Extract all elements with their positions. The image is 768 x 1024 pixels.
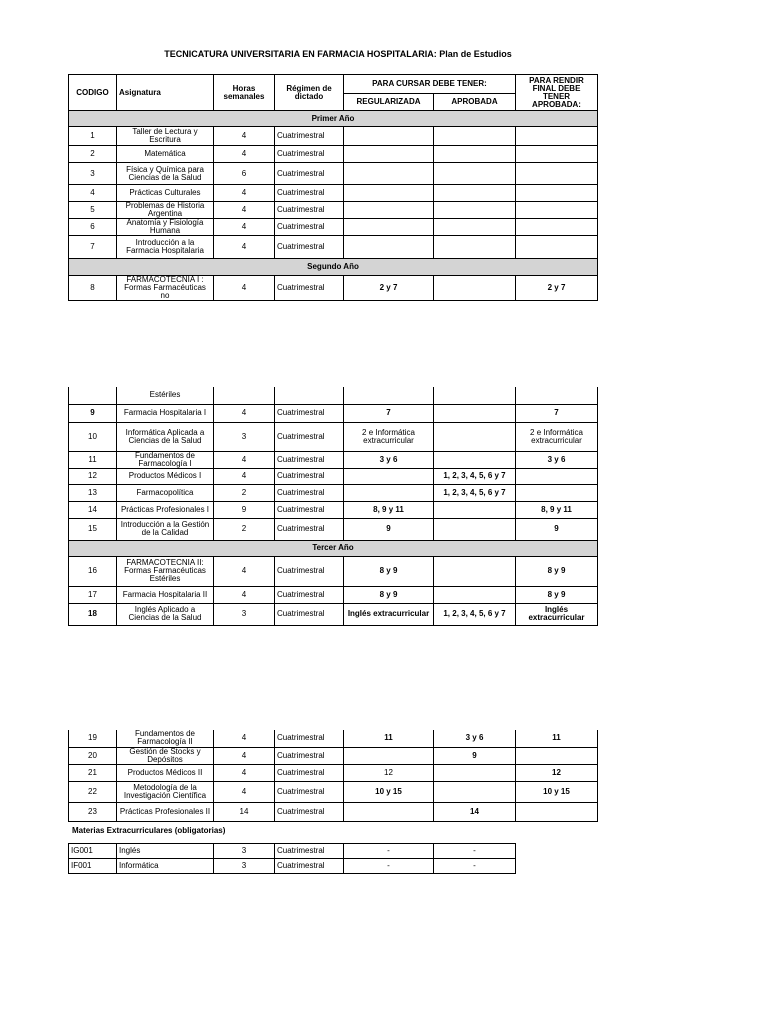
cell-code: 11 [69, 451, 117, 468]
cell-aprobada: 1, 2, 3, 4, 5, 6 y 7 [434, 603, 516, 625]
cell-regime: Cuatrimestral [275, 764, 344, 781]
cell-final: 2 y 7 [516, 276, 598, 301]
cell-regime: Cuatrimestral [275, 586, 344, 603]
cell-hours: 4 [214, 146, 275, 163]
table-row [69, 236, 598, 259]
cell-regime: Cuatrimestral [275, 422, 344, 451]
table-row [69, 127, 598, 146]
cell-regularizada [344, 185, 434, 202]
cell-hours: 3 [214, 603, 275, 625]
cell-subject: Informática Aplicada a Ciencias de la Salud [117, 422, 214, 451]
cell-hours: 3 [214, 844, 275, 859]
table-row [69, 802, 598, 821]
cell-code: 2 [69, 146, 117, 163]
cell-regime: Cuatrimestral [275, 219, 344, 236]
cell-aprobada [434, 276, 516, 301]
cell-code [69, 387, 117, 404]
cell-hours: 4 [214, 202, 275, 219]
cell-aprobada [434, 764, 516, 781]
cell-regularizada [344, 484, 434, 501]
cell-final [516, 163, 598, 185]
cell-final [516, 185, 598, 202]
header-codigo: CODIGO [69, 75, 117, 111]
cell-subject: Física y Química para Ciencias de la Salud [117, 163, 214, 185]
table-row [69, 185, 598, 202]
cell-code: 15 [69, 518, 117, 540]
year-heading-primero: Primer Año [69, 111, 598, 127]
cell-hours: 4 [214, 586, 275, 603]
cell-final [516, 127, 598, 146]
cell-aprobada [434, 219, 516, 236]
cell-aprobada: - [434, 859, 516, 874]
cell-subject: Fundamentos de Farmacología II [117, 730, 214, 747]
cell-code: 8 [69, 276, 117, 301]
cell-subject: FARMACOTECNIA I : Formas Farmacéuticas no [117, 276, 214, 301]
cell-hours: 4 [214, 781, 275, 802]
table-row [69, 468, 598, 484]
cell-subject: Prácticas Profesionales II [117, 802, 214, 821]
cell-aprobada: 14 [434, 802, 516, 821]
cell-code: 13 [69, 484, 117, 501]
cell-code: 4 [69, 185, 117, 202]
study-plan-table-part3 [68, 730, 598, 822]
cell-code: 21 [69, 764, 117, 781]
cell-hours: 4 [214, 219, 275, 236]
cell-subject: Introducción a la Farmacia Hospitalaria [117, 236, 214, 259]
header-horas: Horas semanales [214, 75, 275, 111]
cell-code: 1 [69, 127, 117, 146]
cell-code: 23 [69, 802, 117, 821]
cell-subject: Inglés Aplicado a Ciencias de la Salud [117, 603, 214, 625]
cell-regularizada [344, 146, 434, 163]
table-row [69, 586, 598, 603]
cell-regularizada [344, 163, 434, 185]
cell-final: 12 [516, 764, 598, 781]
table-row [69, 404, 598, 422]
cell-regularizada: - [344, 844, 434, 859]
cell-code: 6 [69, 219, 117, 236]
cell-final: 8 y 9 [516, 586, 598, 603]
cell-aprobada: 1, 2, 3, 4, 5, 6 y 7 [434, 468, 516, 484]
cell-regime: Cuatrimestral [275, 163, 344, 185]
cell-regime: Cuatrimestral [275, 404, 344, 422]
cell-subject: Estériles [117, 387, 214, 404]
cell-regularizada [344, 219, 434, 236]
header-regularizada: REGULARIZADA [344, 94, 434, 111]
cell-hours: 3 [214, 422, 275, 451]
cell-regularizada [344, 202, 434, 219]
study-plan-table-part2 [68, 387, 598, 626]
cell-aprobada [434, 451, 516, 468]
cell-aprobada [434, 387, 516, 404]
cell-regularizada: Inglés extracurricular [344, 603, 434, 625]
cell-code: 20 [69, 747, 117, 764]
cell-regularizada: 8 y 9 [344, 556, 434, 586]
cell-code: 14 [69, 501, 117, 518]
cell-regime: Cuatrimestral [275, 802, 344, 821]
cell-final [516, 747, 598, 764]
cell-regime: Cuatrimestral [275, 556, 344, 586]
header-aprobada: APROBADA [434, 94, 516, 111]
cell-aprobada [434, 185, 516, 202]
cell-subject: Fundamentos de Farmacología I [117, 451, 214, 468]
table-row [69, 387, 598, 404]
cell-aprobada [434, 127, 516, 146]
cell-code: 16 [69, 556, 117, 586]
table-row [69, 518, 598, 540]
cell-regime: Cuatrimestral [275, 859, 344, 874]
page-title: TECNICATURA UNIVERSITARIA EN FARMACIA HOSPITALARIA: Plan de Estudios [164, 49, 512, 59]
cell-subject: Productos Médicos I [117, 468, 214, 484]
cell-code: 7 [69, 236, 117, 259]
cell-final [516, 219, 598, 236]
header-asignatura: Asignatura [117, 75, 214, 111]
cell-final [516, 468, 598, 484]
cell-subject: Prácticas Profesionales I [117, 501, 214, 518]
cell-aprobada [434, 202, 516, 219]
extracurricular-table [68, 843, 516, 874]
table-row [69, 501, 598, 518]
cell-hours: 4 [214, 185, 275, 202]
cell-hours: 4 [214, 468, 275, 484]
cell-subject: Inglés [117, 844, 214, 859]
cell-regime: Cuatrimestral [275, 276, 344, 301]
cell-aprobada [434, 501, 516, 518]
table-row [69, 764, 598, 781]
cell-regularizada [344, 802, 434, 821]
table-row [69, 422, 598, 451]
cell-subject: Prácticas Culturales [117, 185, 214, 202]
cell-subject: Farmacia Hospitalaria II [117, 586, 214, 603]
study-plan-table-part1 [68, 74, 598, 301]
cell-regularizada [344, 127, 434, 146]
header-para-cursar: PARA CURSAR DEBE TENER: [344, 75, 516, 94]
cell-regularizada: 10 y 15 [344, 781, 434, 802]
cell-hours: 6 [214, 163, 275, 185]
cell-final: 8 y 9 [516, 556, 598, 586]
cell-final: 10 y 15 [516, 781, 598, 802]
table-row [69, 484, 598, 501]
cell-regime: Cuatrimestral [275, 451, 344, 468]
cell-aprobada: 1, 2, 3, 4, 5, 6 y 7 [434, 484, 516, 501]
cell-regularizada: - [344, 859, 434, 874]
cell-final [516, 146, 598, 163]
cell-hours: 2 [214, 484, 275, 501]
cell-hours: 3 [214, 859, 275, 874]
cell-hours: 4 [214, 764, 275, 781]
cell-subject: Gestión de Stocks y Depósitos [117, 747, 214, 764]
cell-regularizada [344, 747, 434, 764]
cell-final [516, 202, 598, 219]
cell-subject: Farmacopolítica [117, 484, 214, 501]
cell-regularizada [344, 236, 434, 259]
cell-regime: Cuatrimestral [275, 127, 344, 146]
cell-aprobada [434, 518, 516, 540]
cell-code: 3 [69, 163, 117, 185]
cell-code: IG001 [69, 844, 117, 859]
cell-code: IF001 [69, 859, 117, 874]
cell-regime: Cuatrimestral [275, 484, 344, 501]
table-row [69, 730, 598, 747]
cell-hours [214, 387, 275, 404]
cell-regime: Cuatrimestral [275, 185, 344, 202]
cell-aprobada: - [434, 844, 516, 859]
cell-final: 3 y 6 [516, 451, 598, 468]
table-row [69, 603, 598, 625]
cell-final [516, 484, 598, 501]
cell-hours: 4 [214, 556, 275, 586]
cell-regime: Cuatrimestral [275, 518, 344, 540]
cell-final [516, 387, 598, 404]
table-row [69, 163, 598, 185]
cell-aprobada [434, 422, 516, 451]
cell-regime: Cuatrimestral [275, 844, 344, 859]
year-heading-segundo: Segundo Año [69, 259, 598, 276]
cell-regime: Cuatrimestral [275, 730, 344, 747]
cell-regime: Cuatrimestral [275, 501, 344, 518]
cell-subject: FARMACOTECNIA II: Formas Farmacéuticas Estériles [117, 556, 214, 586]
cell-regime [275, 387, 344, 404]
cell-regime: Cuatrimestral [275, 603, 344, 625]
cell-aprobada [434, 236, 516, 259]
cell-hours: 4 [214, 747, 275, 764]
cell-regularizada [344, 468, 434, 484]
cell-regime: Cuatrimestral [275, 202, 344, 219]
cell-final [516, 802, 598, 821]
table-row [69, 844, 516, 859]
cell-regime: Cuatrimestral [275, 146, 344, 163]
cell-hours: 2 [214, 518, 275, 540]
cell-regularizada: 8, 9 y 11 [344, 501, 434, 518]
table-row [69, 276, 598, 301]
cell-aprobada: 3 y 6 [434, 730, 516, 747]
cell-regularizada: 3 y 6 [344, 451, 434, 468]
year-heading-tercero: Tercer Año [69, 540, 598, 556]
cell-hours: 4 [214, 730, 275, 747]
cell-hours: 4 [214, 404, 275, 422]
cell-subject: Metodología de la Investigación Científica [117, 781, 214, 802]
cell-aprobada [434, 404, 516, 422]
cell-hours: 4 [214, 127, 275, 146]
cell-aprobada [434, 781, 516, 802]
header-para-rendir: PARA RENDIR FINAL DEBE TENER APROBADA: [516, 75, 598, 111]
cell-subject: Anatomía y Fisiología Humana [117, 219, 214, 236]
cell-regime: Cuatrimestral [275, 781, 344, 802]
cell-hours: 14 [214, 802, 275, 821]
cell-hours: 4 [214, 451, 275, 468]
cell-final: 9 [516, 518, 598, 540]
cell-final: 2 e Informática extracurricular [516, 422, 598, 451]
table-row [69, 781, 598, 802]
cell-final: Inglés extracurricular [516, 603, 598, 625]
cell-regularizada: 7 [344, 404, 434, 422]
cell-code: 9 [69, 404, 117, 422]
cell-final [516, 236, 598, 259]
header-regimen: Régimen de dictado [275, 75, 344, 111]
cell-aprobada [434, 586, 516, 603]
cell-regularizada: 8 y 9 [344, 586, 434, 603]
cell-regularizada: 12 [344, 764, 434, 781]
table-row [69, 556, 598, 586]
cell-code: 18 [69, 603, 117, 625]
cell-aprobada [434, 146, 516, 163]
cell-subject: Productos Médicos II [117, 764, 214, 781]
cell-code: 5 [69, 202, 117, 219]
table-row [69, 146, 598, 163]
cell-final: 7 [516, 404, 598, 422]
cell-code: 12 [69, 468, 117, 484]
cell-regularizada: 9 [344, 518, 434, 540]
table-row [69, 747, 598, 764]
table-row [69, 451, 598, 468]
cell-subject: Matemática [117, 146, 214, 163]
cell-aprobada [434, 163, 516, 185]
cell-aprobada: 9 [434, 747, 516, 764]
cell-hours: 4 [214, 276, 275, 301]
cell-subject: Taller de Lectura y Escritura [117, 127, 214, 146]
cell-code: 17 [69, 586, 117, 603]
cell-final: 8, 9 y 11 [516, 501, 598, 518]
cell-subject: Problemas de Historia Argentina [117, 202, 214, 219]
cell-regime: Cuatrimestral [275, 236, 344, 259]
cell-code: 19 [69, 730, 117, 747]
cell-hours: 4 [214, 236, 275, 259]
table-row [69, 859, 516, 874]
cell-aprobada [434, 556, 516, 586]
table-row [69, 219, 598, 236]
cell-regularizada: 2 e Informática extracurricular [344, 422, 434, 451]
cell-final: 11 [516, 730, 598, 747]
extracurricular-heading: Materias Extracurriculares (obligatorias) [72, 826, 226, 835]
cell-regularizada [344, 387, 434, 404]
table-row [69, 202, 598, 219]
cell-subject: Farmacia Hospitalaria I [117, 404, 214, 422]
cell-code: 10 [69, 422, 117, 451]
cell-subject: Introducción a la Gestión de la Calidad [117, 518, 214, 540]
cell-hours: 9 [214, 501, 275, 518]
cell-subject: Informática [117, 859, 214, 874]
cell-code: 22 [69, 781, 117, 802]
cell-regime: Cuatrimestral [275, 468, 344, 484]
cell-regime: Cuatrimestral [275, 747, 344, 764]
cell-regularizada: 2 y 7 [344, 276, 434, 301]
cell-regularizada: 11 [344, 730, 434, 747]
